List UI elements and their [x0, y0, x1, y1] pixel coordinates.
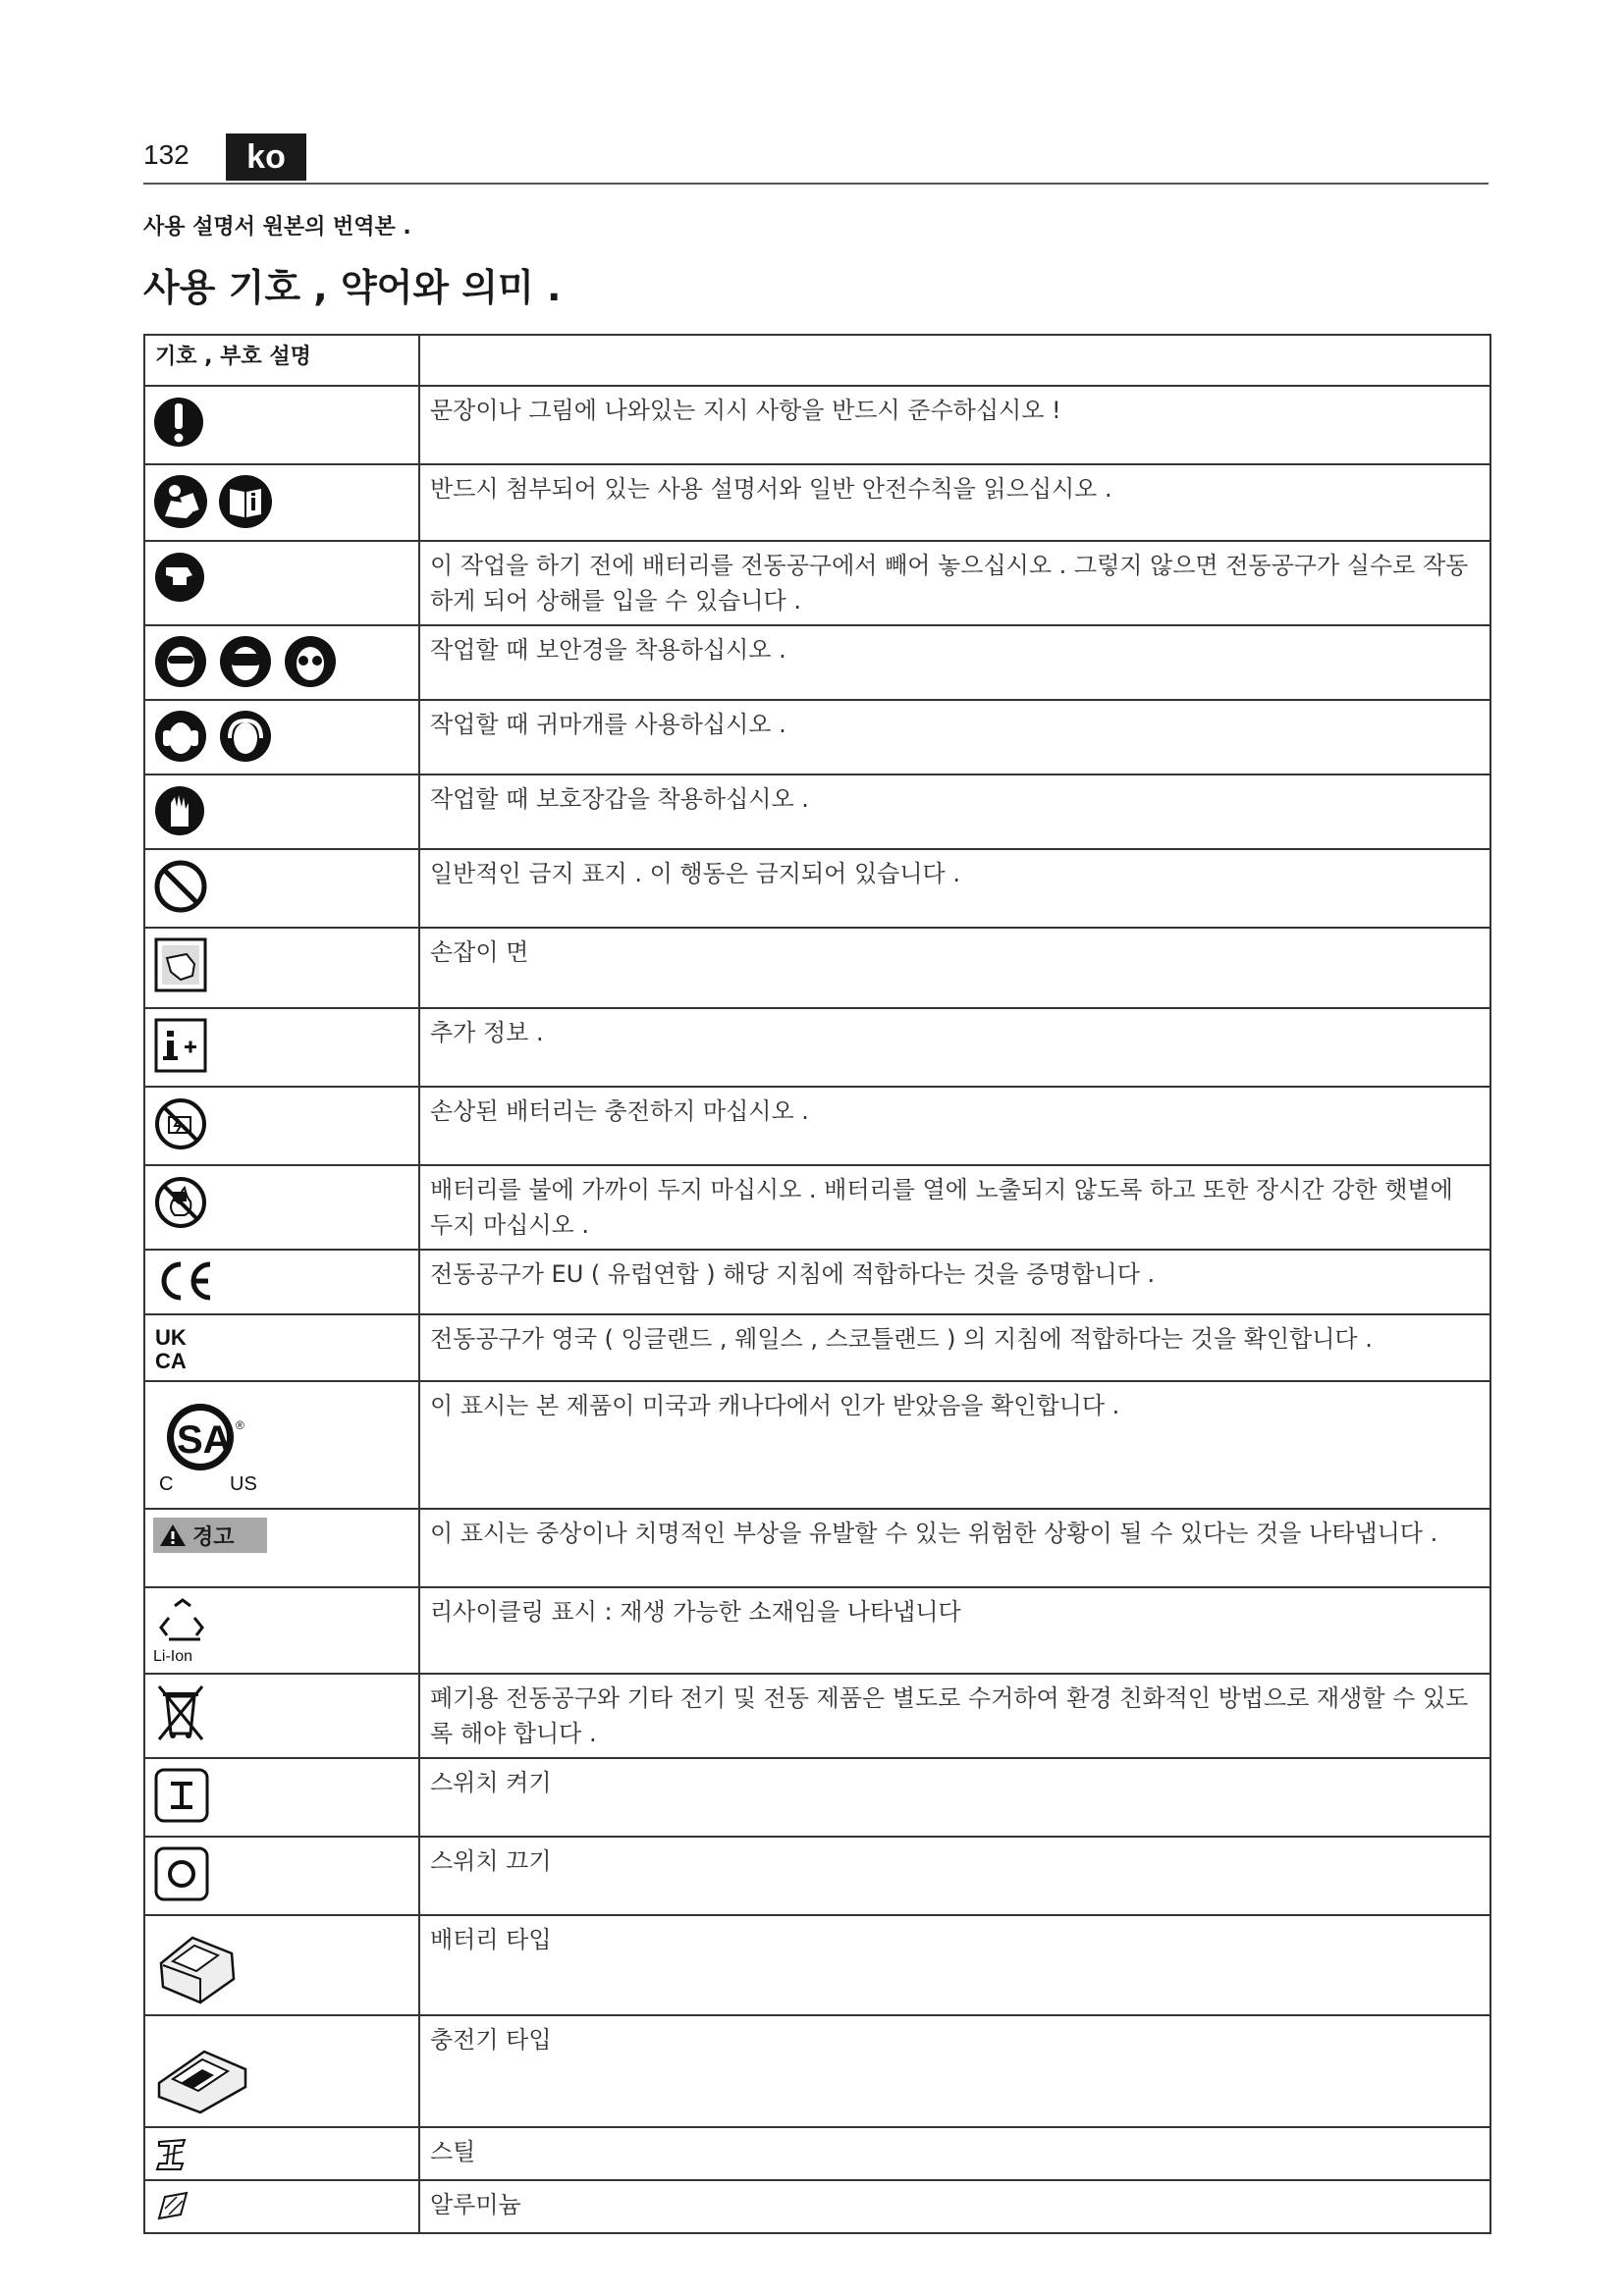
- table-row: [144, 541, 1490, 625]
- recycling-li-ion-icon: [153, 1596, 216, 1665]
- charger-type-icon: [153, 2024, 251, 2114]
- description-cell: 알루미늄: [419, 2180, 1490, 2233]
- no-charge-damaged-battery-icon: [153, 1095, 208, 1152]
- description-cell: 작업할 때 보안경을 착용하십시오 .: [419, 625, 1490, 700]
- symbol-cell: [144, 386, 419, 464]
- table-row: [144, 1674, 1490, 1758]
- ukca-bottom-label: CA: [155, 1349, 187, 1372]
- switch-off-icon: [153, 1845, 210, 1902]
- csa-c-label: C: [159, 1473, 174, 1495]
- warning-label-text: 경고: [192, 1524, 235, 1550]
- symbol-cell: [144, 541, 419, 625]
- language-badge: ko: [226, 133, 306, 181]
- weee-bin-icon: [153, 1682, 208, 1743]
- description-cell: 반드시 첨부되어 있는 사용 설명서와 일반 안전수칙을 읽으십시오 .: [419, 464, 1490, 541]
- steel-icon: [153, 2136, 192, 2171]
- symbol-cell: [144, 928, 419, 1008]
- table-row: [144, 1008, 1490, 1087]
- table-row: [144, 1915, 1490, 2015]
- symbol-cell: [144, 1587, 419, 1674]
- battery-type-icon: [153, 1924, 242, 2006]
- description-cell: 손상된 배터리는 충전하지 마십시오 .: [419, 1087, 1490, 1165]
- description-cell: 폐기용 전동공구와 기타 전기 및 전동 제품은 별도로 수거하여 환경 친화적인 방법으로 재생할 수 있도록 해야 합니다 .: [419, 1674, 1490, 1758]
- warning-label-icon: [153, 1518, 267, 1553]
- mandatory-action-icon: [153, 395, 204, 450]
- description-cell: 충전기 타입: [419, 2015, 1490, 2127]
- symbol-cell: [144, 1837, 419, 1915]
- table-row: [144, 2180, 1490, 2233]
- description-cell: 이 작업을 하기 전에 배터리를 전동공구에서 빼어 놓으십시오 . 그렇지 않으면 전동공구가 실수로 작동하게 되어 상해를 입을 수 있습니다 .: [419, 541, 1490, 625]
- symbol-cell: [144, 1008, 419, 1087]
- description-cell: 리사이클링 표시 : 재생 가능한 소재임을 나타냅니다: [419, 1587, 1490, 1674]
- symbol-cell: [144, 1915, 419, 2015]
- symbol-cell: [144, 464, 419, 541]
- description-cell: 추가 정보 .: [419, 1008, 1490, 1087]
- table-row: [144, 1165, 1490, 1250]
- table-row: [144, 700, 1490, 774]
- table-row: [144, 2015, 1490, 2127]
- symbol-cell: [144, 2180, 419, 2233]
- gloves-icon: [153, 783, 206, 838]
- description-cell: 스틸: [419, 2127, 1490, 2180]
- description-cell: 일반적인 금지 표지 . 이 행동은 금지되어 있습니다 .: [419, 849, 1490, 928]
- symbol-cell: [144, 1087, 419, 1165]
- table-row: [144, 1087, 1490, 1165]
- table-row: [144, 1758, 1490, 1837]
- csa-mark-icon: [153, 1390, 271, 1498]
- symbol-cell: [144, 2127, 419, 2180]
- table-row: [144, 1587, 1490, 1674]
- description-cell: 스위치 켜기: [419, 1758, 1490, 1837]
- symbol-cell: [144, 2015, 419, 2127]
- description-cell: 배터리를 불에 가까이 두지 마십시오 . 배터리를 열에 노출되지 않도록 하고 또한 장시간 강한 햇볕에 두지 마십시오 .: [419, 1165, 1490, 1250]
- ukca-top-label: UK: [155, 1325, 187, 1350]
- page-header: [143, 133, 1489, 185]
- svg-text:®: ®: [236, 1418, 244, 1432]
- table-row: [144, 1314, 1490, 1381]
- symbol-cell: [144, 774, 419, 849]
- table-row: [144, 774, 1490, 849]
- table-row: [144, 2127, 1490, 2180]
- document-title: 사용 기호 , 약어와 의미 .: [143, 266, 562, 309]
- table-row: [144, 386, 1490, 464]
- description-cell: 배터리 타입: [419, 1915, 1490, 2015]
- table-row: [144, 1250, 1490, 1314]
- switch-on-icon: [153, 1767, 210, 1824]
- document-subtitle: 사용 설명서 원본의 번역본 .: [143, 215, 411, 240]
- hand-hazard-icon: [153, 936, 208, 993]
- read-manual-icon: [153, 473, 208, 530]
- table-row: [144, 849, 1490, 928]
- svg-text:SA: SA: [177, 1418, 232, 1462]
- li-ion-label: Li-Ion: [153, 1648, 193, 1665]
- description-cell: 손잡이 면: [419, 928, 1490, 1008]
- symbol-cell: [144, 1381, 419, 1509]
- table-header-col2: [419, 335, 1490, 386]
- description-cell: 문장이나 그림에 나와있는 지시 사항을 반드시 준수하십시오 !: [419, 386, 1490, 464]
- table-row: [144, 1837, 1490, 1915]
- symbol-cell: [144, 849, 419, 928]
- ear-protection-icon: [218, 709, 273, 764]
- ear-muffs-icon: [153, 709, 208, 764]
- table-row: [144, 1509, 1490, 1587]
- prohibition-icon: [153, 858, 208, 915]
- info-plus-icon: [153, 1017, 208, 1074]
- table-row: [144, 928, 1490, 1008]
- description-cell: 이 표시는 본 제품이 미국과 캐나다에서 인가 받았음을 확인합니다 .: [419, 1381, 1490, 1509]
- symbols-table: [143, 334, 1491, 2234]
- symbol-cell: [144, 1165, 419, 1250]
- aluminium-icon: [153, 2189, 192, 2224]
- manual-book-icon: [218, 473, 273, 530]
- symbol-cell: [144, 625, 419, 700]
- no-fire-battery-icon: [153, 1174, 208, 1231]
- table-row: [144, 625, 1490, 700]
- symbol-cell: [144, 1758, 419, 1837]
- description-cell: 전동공구가 영국 ( 잉글랜드 , 웨일스 , 스코틀랜드 ) 의 지침에 적합하다는 것을 확인합니다 .: [419, 1314, 1490, 1381]
- symbol-cell: [144, 700, 419, 774]
- ukca-mark-icon: [153, 1323, 202, 1372]
- page-number: 132: [143, 139, 189, 170]
- symbol-cell: [144, 1509, 419, 1587]
- face-shield-icon: [153, 634, 208, 689]
- symbol-cell: [144, 1250, 419, 1314]
- description-cell: 이 표시는 중상이나 치명적인 부상을 유발할 수 있는 위험한 상황이 될 수 있다는 것을 나타냅니다 .: [419, 1509, 1490, 1587]
- goggles-icon: [218, 634, 273, 689]
- remove-battery-icon: [153, 550, 206, 605]
- table-header-row: [144, 335, 1490, 386]
- csa-us-label: US: [230, 1473, 257, 1495]
- warning-triangle-icon: [159, 1522, 187, 1548]
- safety-glasses-icon: [283, 634, 338, 689]
- symbol-cell: [144, 1314, 419, 1381]
- table-row: [144, 464, 1490, 541]
- description-cell: 전동공구가 EU ( 유럽연합 ) 해당 지침에 적합하다는 것을 증명합니다 .: [419, 1250, 1490, 1314]
- description-cell: 작업할 때 보호장갑을 착용하십시오 .: [419, 774, 1490, 849]
- description-cell: 스위치 끄기: [419, 1837, 1490, 1915]
- table-header-col1: 기호 , 부호 설명: [144, 335, 419, 386]
- symbol-cell: [144, 1674, 419, 1758]
- description-cell: 작업할 때 귀마개를 사용하십시오 .: [419, 700, 1490, 774]
- ce-mark-icon: [153, 1258, 216, 1304]
- table-row: [144, 1381, 1490, 1509]
